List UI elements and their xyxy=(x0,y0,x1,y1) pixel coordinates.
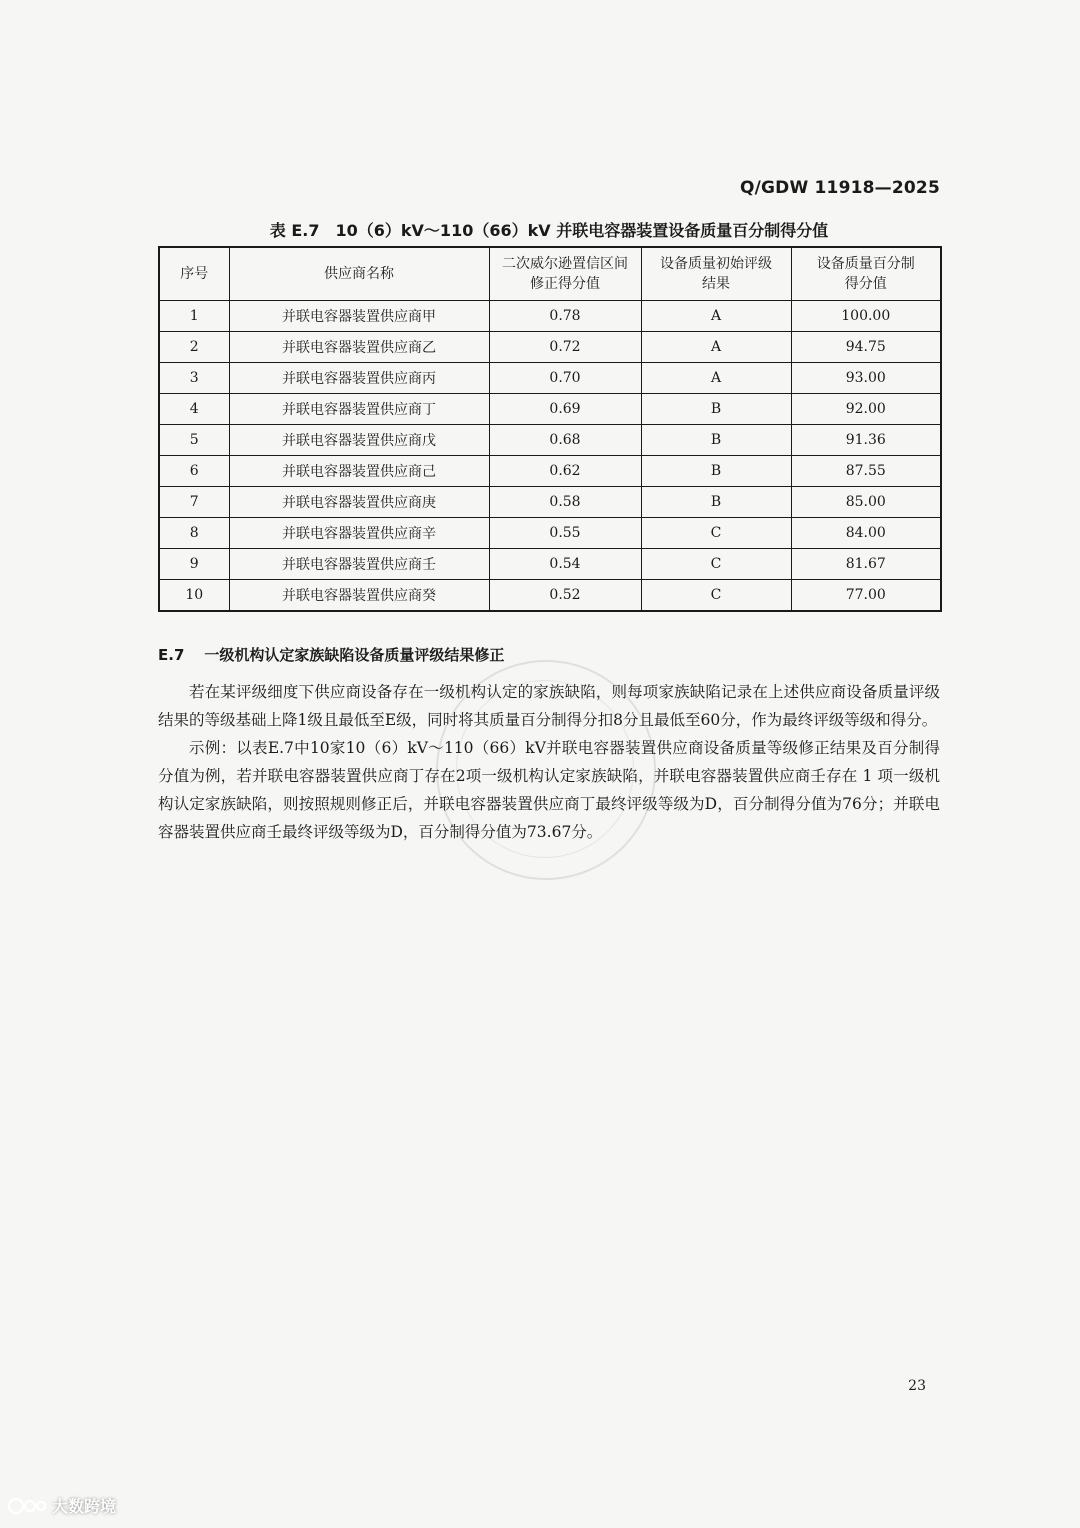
column-header xyxy=(791,247,941,301)
table-cell: C xyxy=(641,549,791,580)
table-cell: 0.62 xyxy=(489,456,641,487)
table-cell: 并联电容器装置供应商甲 xyxy=(229,301,489,332)
table-row xyxy=(159,487,941,518)
section-heading xyxy=(158,644,504,665)
table-cell: B xyxy=(641,456,791,487)
table-row xyxy=(159,332,941,363)
table-cell: 85.00 xyxy=(791,487,941,518)
table-cell: 0.70 xyxy=(489,363,641,394)
column-header-line: 设备质量初始评级 xyxy=(660,256,772,272)
table-cell: 93.00 xyxy=(791,363,941,394)
table-title: 表 E.7 10（6）kV～110（66）kV 并联电容器装置设备质量百分制得分值 xyxy=(269,221,829,240)
watermark-stamp xyxy=(436,660,656,880)
column-header xyxy=(641,247,791,301)
table-header-row xyxy=(159,247,941,301)
table-cell: 0.54 xyxy=(489,549,641,580)
table-row xyxy=(159,549,941,580)
table-cell: 84.00 xyxy=(791,518,941,549)
table-cell: 并联电容器装置供应商丙 xyxy=(229,363,489,394)
table-cell: 0.78 xyxy=(489,301,641,332)
table-cell: 92.00 xyxy=(791,394,941,425)
table-cell: C xyxy=(641,580,791,612)
table-cell: 9 xyxy=(159,549,229,580)
table-cell: 94.75 xyxy=(791,332,941,363)
table-cell: A xyxy=(641,301,791,332)
standard-code: Q/GDW 11918—2025 xyxy=(739,178,940,198)
table-cell: A xyxy=(641,332,791,363)
table-cell: 81.67 xyxy=(791,549,941,580)
page-number: 23 xyxy=(908,1378,926,1394)
column-header-line: 结果 xyxy=(702,276,730,292)
table-cell: B xyxy=(641,487,791,518)
table-cell: 100.00 xyxy=(791,301,941,332)
table-cell: 91.36 xyxy=(791,425,941,456)
table-cell: 5 xyxy=(159,425,229,456)
logo-icon xyxy=(8,1496,48,1516)
table-cell: 并联电容器装置供应商癸 xyxy=(229,580,489,612)
table-cell: 2 xyxy=(159,332,229,363)
paragraph-example: 示例：以表E.7中10家10（6）kV～110（66）kV并联电容器装置供应商设备质量等级修正结果及百分制得分值为例，若并联电容器装置供应商丁存在2项一级机构认定家族缺陷，并联电容器装置供应商壬存在 1 项一级机构认定家族缺陷，则按照规则修正后，并联电容器装置供应商丁最终评级等级为D，百分制得分值为76分；并联电容器装置供应商壬最终评级等级为D，百分制得分值为73.67分。 xyxy=(158,739,940,841)
column-header xyxy=(159,247,229,301)
table-cell: 并联电容器装置供应商庚 xyxy=(229,487,489,518)
logo-text: 大数跨境 xyxy=(52,1497,117,1516)
table-cell: 0.72 xyxy=(489,332,641,363)
column-header-line: 设备质量百分制 xyxy=(816,256,915,272)
table-row xyxy=(159,363,941,394)
table-row xyxy=(159,301,941,332)
table-row xyxy=(159,456,941,487)
table-cell: 并联电容器装置供应商戊 xyxy=(229,425,489,456)
table-cell: 7 xyxy=(159,487,229,518)
column-header-line: 修正得分值 xyxy=(530,276,600,292)
table-cell: 77.00 xyxy=(791,580,941,612)
table-cell: 0.52 xyxy=(489,580,641,612)
column-header xyxy=(489,247,641,301)
watermark-logo xyxy=(8,1494,116,1517)
column-header-line: 二次威尔逊置信区间 xyxy=(502,256,628,272)
table-cell: 4 xyxy=(159,394,229,425)
table-row xyxy=(159,394,941,425)
table-cell: A xyxy=(641,363,791,394)
table-cell: 0.55 xyxy=(489,518,641,549)
table-cell: B xyxy=(641,394,791,425)
table-row xyxy=(159,425,941,456)
table-cell: 0.68 xyxy=(489,425,641,456)
table-cell: 8 xyxy=(159,518,229,549)
table-cell: 87.55 xyxy=(791,456,941,487)
section-number: E.7 xyxy=(158,646,185,664)
table-cell: 并联电容器装置供应商壬 xyxy=(229,549,489,580)
table-row xyxy=(159,518,941,549)
table-cell: C xyxy=(641,518,791,549)
table-cell: 并联电容器装置供应商乙 xyxy=(229,332,489,363)
table-cell: 0.69 xyxy=(489,394,641,425)
column-header-line: 供应商名称 xyxy=(324,266,394,282)
table-row xyxy=(159,580,941,612)
column-header xyxy=(229,247,489,301)
table-cell: 1 xyxy=(159,301,229,332)
table-cell: 0.58 xyxy=(489,487,641,518)
table-cell: 并联电容器装置供应商辛 xyxy=(229,518,489,549)
table-cell: 并联电容器装置供应商己 xyxy=(229,456,489,487)
table-body xyxy=(159,301,941,612)
column-header-line: 序号 xyxy=(180,266,209,282)
table-cell: B xyxy=(641,425,791,456)
paragraph-rule: 若在某评级细度下供应商设备存在一级机构认定的家族缺陷，则每项家族缺陷记录在上述供应商设备质量评级结果的等级基础上降1级且最低至E级，同时将其质量百分制得分扣8分且最低至60分，作为最终评级等级和得分。 xyxy=(158,683,940,729)
section-title: 一级机构认定家族缺陷设备质量评级结果修正 xyxy=(204,646,505,664)
column-header-line: 得分值 xyxy=(844,276,887,292)
table-cell: 并联电容器装置供应商丁 xyxy=(229,394,489,425)
table-cell: 3 xyxy=(159,363,229,394)
table-cell: 6 xyxy=(159,456,229,487)
table-cell: 10 xyxy=(159,580,229,612)
score-table xyxy=(158,246,942,612)
